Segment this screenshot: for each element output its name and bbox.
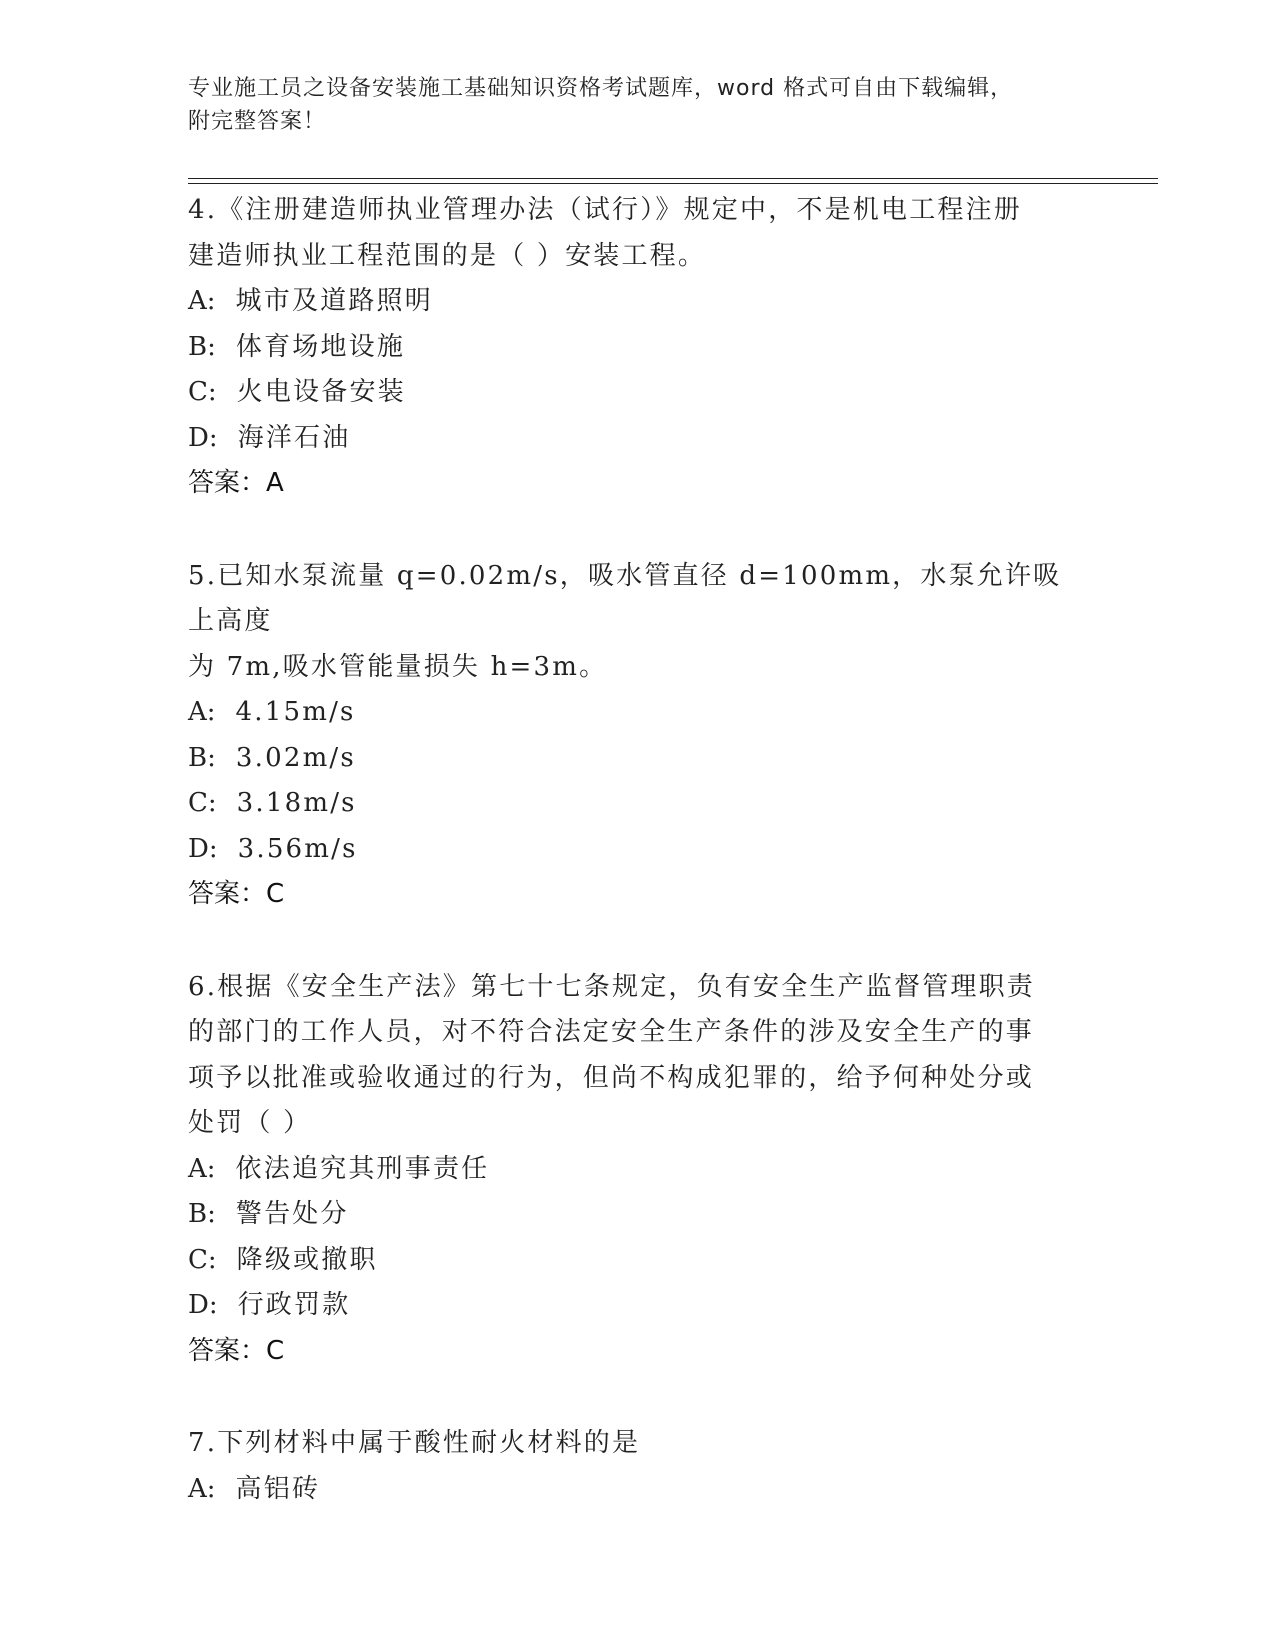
answer-option: [188, 1238, 1088, 1284]
option-letter: C:: [188, 377, 217, 407]
option-text: 行政罚款: [237, 1290, 351, 1320]
option-letter: D:: [188, 833, 218, 864]
answer-option: [188, 736, 1088, 782]
option-text: 警告处分: [235, 1199, 349, 1229]
answer-option: [188, 827, 1088, 873]
header-rule-top: [188, 178, 1158, 179]
option-text: 依法追究其刑事责任: [235, 1153, 490, 1184]
option-text: 体育场地设施: [235, 331, 406, 362]
option-letter: A:: [188, 1473, 216, 1504]
answer-option: [188, 370, 1088, 416]
answer-option: [188, 279, 1088, 325]
option-text: 城市及道路照明: [235, 286, 433, 316]
option-letter: D:: [188, 422, 218, 453]
question-text-line: 建造师执业工程范围的是（ ）安装工程。: [188, 240, 707, 271]
option-letter: B:: [188, 1199, 216, 1229]
option-text: 高铝砖: [235, 1473, 321, 1504]
question-text-line: 的部门的工作人员，对不符合法定安全生产条件的涉及安全生产的事: [188, 1017, 1035, 1047]
option-letter: C:: [188, 1244, 217, 1275]
answer-option: [188, 1192, 1088, 1238]
option-letter: A:: [188, 697, 216, 727]
question-text-line: 7.下列材料中属于酸性耐火材料的是: [188, 1428, 641, 1458]
option-letter: D:: [188, 1290, 218, 1320]
option-text: 4.15m/s: [235, 697, 356, 727]
header-rule-bottom: [188, 183, 1158, 184]
header-line-1: 专业施工员之设备安装施工基础知识资格考试题库，word 格式可自由下载编辑，: [188, 76, 1014, 101]
header-line-2: 附完整答案！: [188, 109, 327, 134]
answer-option: [188, 781, 1088, 827]
option-text: 3.18m/s: [236, 788, 357, 818]
question-text-line: 项予以批准或验收通过的行为，但尚不构成犯罪的，给予何种处分或: [188, 1062, 1035, 1093]
question-text-line: 6.根据《安全生产法》第七十七条规定，负有安全生产监督管理职责: [188, 971, 1036, 1002]
answer-option: [188, 690, 1088, 736]
answer-option: [188, 325, 1088, 371]
question-text-line: 处罚（ ）: [188, 1108, 312, 1138]
option-letter: B:: [188, 331, 216, 362]
answer-option: [188, 1147, 1088, 1193]
question-text-line: 为 7m,吸水管能量损失 h=3m。: [188, 651, 608, 682]
answer-key: 答案：A: [188, 468, 284, 498]
question-block: [188, 188, 1088, 507]
answer-key: 答案：C: [188, 879, 285, 909]
question-block: [188, 1421, 1088, 1512]
option-text: 3.56m/s: [237, 833, 358, 864]
option-text: 降级或撤职: [236, 1244, 378, 1275]
option-text: 火电设备安装: [236, 377, 406, 407]
document-header: [188, 72, 1068, 138]
answer-option: [188, 1467, 1088, 1513]
question-text-line: 4.《注册建造师执业管理办法（试行）》规定中，不是机电工程注册: [188, 195, 1023, 225]
answer-option: [188, 1283, 1088, 1329]
question-block: [188, 965, 1088, 1375]
option-letter: C:: [188, 788, 217, 818]
question-text-line: 5.已知水泵流量 q=0.02m/s，吸水管直径 d=100mm，水泵允许吸上高度: [188, 560, 1062, 636]
answer-option: [188, 416, 1088, 462]
option-text: 海洋石油: [237, 422, 351, 453]
option-text: 3.02m/s: [235, 742, 356, 773]
question-list: [188, 188, 1088, 1559]
option-letter: B:: [188, 742, 216, 773]
question-block: [188, 554, 1088, 918]
answer-key: 答案：C: [188, 1335, 285, 1366]
option-letter: A:: [188, 1153, 216, 1184]
option-letter: A:: [188, 286, 216, 316]
